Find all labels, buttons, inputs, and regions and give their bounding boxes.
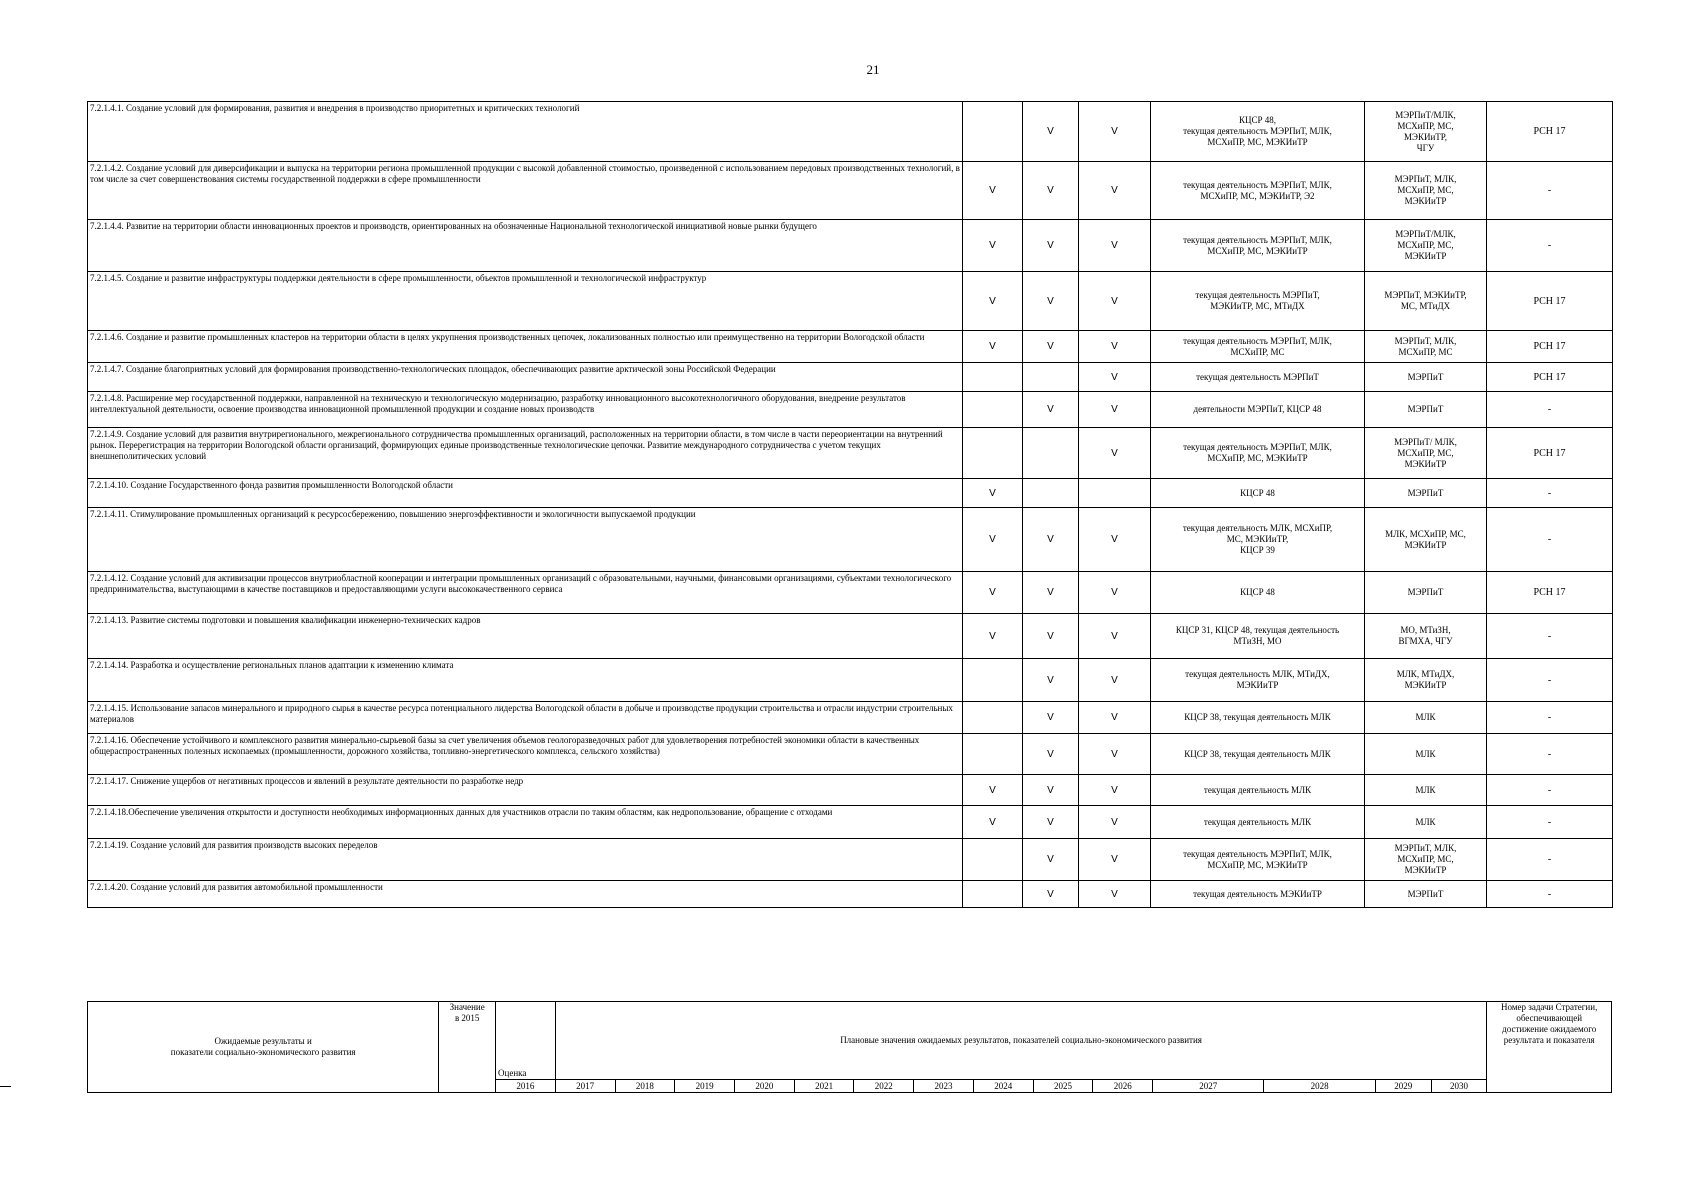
strategy-code-cell: - [1487, 479, 1613, 508]
strategy-code-cell: РСН 17 [1487, 331, 1613, 363]
stage-2-mark: V [1023, 659, 1079, 702]
task-description: 7.2.1.4.12. Создание условий для активизации процессов внутриобластной кооперации и интеграции промышленных организаций с образовательными, научными, финансовыми организациями, субъектами технологического предпринимательства, выступающими в качестве поставщиков и предоставляющими услуги высококачественного сервиса [88, 572, 963, 614]
stage-2-mark: V [1023, 839, 1079, 881]
responsible-cell: МЭРПиТ [1365, 572, 1487, 614]
responsible-cell: МЭРПиТ, МЭКИиТР, МС, МТиДХ [1365, 272, 1487, 331]
stage-1-mark: V [963, 508, 1023, 572]
stage-3-mark: V [1079, 392, 1151, 428]
strategy-code-cell: РСН 17 [1487, 102, 1613, 162]
table-row [88, 702, 1613, 734]
responsible-cell: МЭРПиТ/ МЛК, МСХиПР, МС, МЭКИиТР [1365, 428, 1487, 479]
stage-3-mark: V [1079, 839, 1151, 881]
executors-cell: текущая деятельность МЛК, МТиДХ, МЭКИиТР [1151, 659, 1365, 702]
stage-2-mark: V [1023, 881, 1079, 908]
strategy-code-cell: - [1487, 162, 1613, 220]
stage-2-mark: V [1023, 572, 1079, 614]
task-number-header: Номер задачи Стратегии, обеспечивающей достижение ожидаемого результата и показателя [1487, 1002, 1612, 1093]
responsible-cell: МЛК, МТиДХ, МЭКИиТР [1365, 659, 1487, 702]
table-row [88, 331, 1613, 363]
margin-mark [0, 1086, 11, 1087]
responsible-cell: МЭРПиТ [1365, 392, 1487, 428]
stage-3-mark: V [1079, 702, 1151, 734]
task-description: 7.2.1.4.2. Создание условий для диверсификации и выпуска на территории региона промышленной продукции с высокой добавленной стоимостью, произведенной с использованием передовых производственных технологий, в том числе за счет совершенствования системы государственной поддержки в сфере промышленности [88, 162, 963, 220]
year-2030: 2030 [1431, 1080, 1487, 1093]
year-2021: 2021 [794, 1080, 854, 1093]
year-2026: 2026 [1093, 1080, 1153, 1093]
year-2025: 2025 [1033, 1080, 1093, 1093]
task-description: 7.2.1.4.5. Создание и развитие инфраструктуры поддержки деятельности в сфере промышленности, объектов промышленной и технологической инфраструктур [88, 272, 963, 331]
table-row [88, 881, 1613, 908]
stage-1-mark: V [963, 331, 1023, 363]
responsible-cell: МЭРПиТ, МЛК, МСХиПР, МС [1365, 331, 1487, 363]
responsible-cell: МЭРПиТ [1365, 881, 1487, 908]
stage-1-mark: V [963, 775, 1023, 806]
stage-1-mark [963, 881, 1023, 908]
stage-3-mark: V [1079, 572, 1151, 614]
strategy-code-cell: РСН 17 [1487, 572, 1613, 614]
stage-2-mark: V [1023, 102, 1079, 162]
stage-1-mark: V [963, 162, 1023, 220]
strategy-code-cell: - [1487, 806, 1613, 839]
year-2016: 2016 [496, 1080, 556, 1093]
executors-cell: КЦСР 31, КЦСР 48, текущая деятельность МТиЗН, МО [1151, 614, 1365, 659]
table-row [88, 572, 1613, 614]
stage-3-mark: V [1079, 272, 1151, 331]
executors-cell: КЦСР 48 [1151, 479, 1365, 508]
executors-cell: текущая деятельность МЭРПиТ, МЛК, МСХиПР, МС, МЭКИиТР [1151, 839, 1365, 881]
stage-3-mark: V [1079, 659, 1151, 702]
strategy-code-cell: - [1487, 392, 1613, 428]
strategy-code-cell: - [1487, 839, 1613, 881]
stage-3-mark: V [1079, 508, 1151, 572]
year-2020: 2020 [734, 1080, 794, 1093]
responsible-cell: МЭРПиТ/МЛК, МСХиПР, МС, МЭКИиТР, ЧГУ [1365, 102, 1487, 162]
stage-1-mark: V [963, 479, 1023, 508]
table-row [88, 734, 1613, 775]
year-2018: 2018 [615, 1080, 675, 1093]
year-2024: 2024 [973, 1080, 1033, 1093]
stage-2-mark: V [1023, 508, 1079, 572]
year-2028: 2028 [1264, 1080, 1375, 1093]
year-2023: 2023 [914, 1080, 974, 1093]
stage-3-mark: V [1079, 881, 1151, 908]
task-description: 7.2.1.4.16. Обеспечение устойчивого и комплексного развития минерально-сырьевой базы за счет увеличения объемов геологоразведочных работ для удовлетворения потребностей экономики области в качественных общераспространенных полезных ископаемых (промышленности, дорожного хозяйства, топливно-энергетического комплекса, сельского хозяйства) [88, 734, 963, 775]
executors-cell: КЦСР 48, текущая деятельность МЭРПиТ, МЛК, МСХиПР, МС, МЭКИиТР [1151, 102, 1365, 162]
executors-cell: текущая деятельность МЭРПиТ, МЛК, МСХиПР, МС, МЭКИиТР, Э2 [1151, 162, 1365, 220]
task-description: 7.2.1.4.20. Создание условий для развития автомобильной промышленности [88, 881, 963, 908]
year-2027: 2027 [1153, 1080, 1264, 1093]
stage-2-mark: V [1023, 614, 1079, 659]
executors-cell: КЦСР 38, текущая деятельность МЛК [1151, 702, 1365, 734]
table-row [88, 102, 1613, 162]
executors-cell: текущая деятельность МЭРПиТ, МЛК, МСХиПР, МС, МЭКИиТР [1151, 220, 1365, 272]
executors-cell: текущая деятельность МЛК [1151, 806, 1365, 839]
stage-2-mark: V [1023, 702, 1079, 734]
table-row [88, 659, 1613, 702]
stage-1-mark [963, 702, 1023, 734]
strategy-code-cell: - [1487, 659, 1613, 702]
planned-values-header: Плановые значения ожидаемых результатов, показателей социально-экономического развития [555, 1002, 1487, 1080]
task-description: 7.2.1.4.9. Создание условий для развития внутрирегионального, межрегионального сотрудничества промышленных организаций, расположенных на территории области, в том числе в части переориентации на внутренний рынок. Перерегистрация на территории Вологодской области организаций, формирующих единые производственные технологические цепочки. Развитие международного сотрудничества с учетом текущих внешнеполитических условий [88, 428, 963, 479]
task-description: 7.2.1.4.17. Снижение ущербов от негативных процессов и явлений в результате деятельности по разработке недр [88, 775, 963, 806]
stage-3-mark: V [1079, 775, 1151, 806]
strategy-code-cell: РСН 17 [1487, 428, 1613, 479]
stage-1-mark: V [963, 220, 1023, 272]
task-description: 7.2.1.4.11. Стимулирование промышленных организаций к ресурсосбережению, повышению энергоэффективности и экологичности выпускаемой продукции [88, 508, 963, 572]
table-row [88, 392, 1613, 428]
task-description: 7.2.1.4.4. Развитие на территории области инновационных проектов и производств, ориентированных на обозначенные Национальной технологической инициативой новые рынки будущего [88, 220, 963, 272]
task-description: 7.2.1.4.18.Обеспечение увеличения открытости и доступности необходимых информационных данных для участников отрасли по таким областям, как недропользование, обращение с отходами [88, 806, 963, 839]
executors-cell: деятельности МЭРПиТ, КЦСР 48 [1151, 392, 1365, 428]
stage-3-mark: V [1079, 102, 1151, 162]
page-number: 21 [866, 62, 880, 77]
task-description: 7.2.1.4.14. Разработка и осуществление региональных планов адаптации к изменению климата [88, 659, 963, 702]
year-2017: 2017 [555, 1080, 615, 1093]
strategy-code-cell: РСН 17 [1487, 272, 1613, 331]
strategy-code-cell: - [1487, 508, 1613, 572]
executors-cell: текущая деятельность МЭРПиТ, МЛК, МСХиПР, МС, МЭКИиТР [1151, 428, 1365, 479]
table-row [88, 428, 1613, 479]
table-row [88, 614, 1613, 659]
year-2029: 2029 [1375, 1080, 1431, 1093]
executors-cell: текущая деятельность МЭКИиТР [1151, 881, 1365, 908]
task-description: 7.2.1.4.7. Создание благоприятных условий для формирования производственно-технологических площадок, обеспечивающих развитие арктической зоны Российской Федерации [88, 363, 963, 392]
strategy-code-cell: - [1487, 775, 1613, 806]
stage-3-mark: V [1079, 331, 1151, 363]
measures-table-body [88, 102, 1613, 908]
year-2019: 2019 [675, 1080, 735, 1093]
stage-3-mark: V [1079, 734, 1151, 775]
stage-2-mark: V [1023, 775, 1079, 806]
table-row [88, 479, 1613, 508]
responsible-cell: МЭРПиТ/МЛК, МСХиПР, МС, МЭКИиТР [1365, 220, 1487, 272]
stage-2-mark [1023, 479, 1079, 508]
table-row [88, 363, 1613, 392]
table-row [88, 508, 1613, 572]
strategy-code-cell: - [1487, 220, 1613, 272]
executors-cell: текущая деятельность МЭРПиТ, МЛК, МСХиПР, МС [1151, 331, 1365, 363]
stage-1-mark: V [963, 572, 1023, 614]
stage-2-mark: V [1023, 272, 1079, 331]
measures-table [87, 101, 1613, 908]
responsible-cell: МЛК [1365, 806, 1487, 839]
stage-2-mark: V [1023, 392, 1079, 428]
stage-2-mark: V [1023, 734, 1079, 775]
executors-cell: текущая деятельность МЛК, МСХиПР, МС, МЭКИиТР, КЦСР 39 [1151, 508, 1365, 572]
strategy-code-cell: - [1487, 881, 1613, 908]
table-row [88, 162, 1613, 220]
value-2015-header: Значение в 2015 [439, 1002, 496, 1093]
executors-cell: текущая деятельность МЭРПиТ [1151, 363, 1365, 392]
strategy-code-cell: - [1487, 702, 1613, 734]
responsible-cell: МЭРПиТ [1365, 363, 1487, 392]
task-description: 7.2.1.4.1. Создание условий для формирования, развития и внедрения в производство приоритетных и критических технологий [88, 102, 963, 162]
table-row [88, 775, 1613, 806]
indicators-header-table [87, 1001, 1612, 1093]
responsible-cell: МЭРПиТ, МЛК, МСХиПР, МС, МЭКИиТР [1365, 162, 1487, 220]
stage-3-mark: V [1079, 806, 1151, 839]
strategy-code-cell: - [1487, 734, 1613, 775]
stage-3-mark: V [1079, 162, 1151, 220]
stage-1-mark [963, 839, 1023, 881]
table-row [88, 839, 1613, 881]
stage-3-mark: V [1079, 614, 1151, 659]
stage-2-mark: V [1023, 220, 1079, 272]
stage-2-mark: V [1023, 162, 1079, 220]
stage-2-mark: V [1023, 806, 1079, 839]
task-description: 7.2.1.4.10. Создание Государственного фонда развития промышленности Вологодской области [88, 479, 963, 508]
stage-1-mark [963, 428, 1023, 479]
responsible-cell: МО, МТиЗН, ВГМХА, ЧГУ [1365, 614, 1487, 659]
strategy-code-cell: РСН 17 [1487, 363, 1613, 392]
task-description: 7.2.1.4.8. Расширение мер государственной поддержки, направленной на техническую и технологическую модернизацию, разработку инновационного высокотехнологичного оборудования, внедрение результатов интеллектуальной деятельности, освоение производства инновационной промышленной продукции и создание новых производств [88, 392, 963, 428]
task-description: 7.2.1.4.6. Создание и развитие промышленных кластеров на территории области в целях укрупнения производственных цепочек, локализованных полностью или преимущественно на территории Вологодской области [88, 331, 963, 363]
stage-1-mark [963, 392, 1023, 428]
responsible-cell: МЛК [1365, 775, 1487, 806]
task-description: 7.2.1.4.13. Развитие системы подготовки и повышения квалификации инженерно-технических кадров [88, 614, 963, 659]
table-row [88, 220, 1613, 272]
responsible-cell: МЭРПиТ, МЛК, МСХиПР, МС, МЭКИиТР [1365, 839, 1487, 881]
executors-cell: КЦСР 38, текущая деятельность МЛК [1151, 734, 1365, 775]
stage-1-mark: V [963, 614, 1023, 659]
year-2022: 2022 [854, 1080, 914, 1093]
stage-3-mark: V [1079, 363, 1151, 392]
responsible-cell: МЭРПиТ [1365, 479, 1487, 508]
stage-1-mark [963, 102, 1023, 162]
expected-results-header: Ожидаемые результаты и показатели социально-экономического развития [88, 1002, 439, 1093]
table-row [88, 272, 1613, 331]
strategy-code-cell: - [1487, 614, 1613, 659]
estimate-header: Оценка [496, 1002, 556, 1080]
stage-2-mark: V [1023, 331, 1079, 363]
stage-3-mark: V [1079, 428, 1151, 479]
table-row [88, 806, 1613, 839]
responsible-cell: МЛК [1365, 702, 1487, 734]
stage-1-mark: V [963, 272, 1023, 331]
executors-cell: текущая деятельность МЛК [1151, 775, 1365, 806]
stage-1-mark: V [963, 806, 1023, 839]
stage-1-mark [963, 734, 1023, 775]
stage-1-mark [963, 363, 1023, 392]
stage-3-mark [1079, 479, 1151, 508]
stage-2-mark [1023, 428, 1079, 479]
task-description: 7.2.1.4.15. Использование запасов минерального и природного сырья в качестве ресурса потенциального лидерства Вологодской области в добыче и производстве продукции строительства и отрасли индустрии строительных материалов [88, 702, 963, 734]
stage-1-mark [963, 659, 1023, 702]
responsible-cell: МЛК, МСХиПР, МС, МЭКИиТР [1365, 508, 1487, 572]
executors-cell: КЦСР 48 [1151, 572, 1365, 614]
executors-cell: текущая деятельность МЭРПиТ, МЭКИиТР, МС, МТиДХ [1151, 272, 1365, 331]
responsible-cell: МЛК [1365, 734, 1487, 775]
stage-2-mark [1023, 363, 1079, 392]
stage-3-mark: V [1079, 220, 1151, 272]
task-description: 7.2.1.4.19. Создание условий для развития производств высоких переделов [88, 839, 963, 881]
